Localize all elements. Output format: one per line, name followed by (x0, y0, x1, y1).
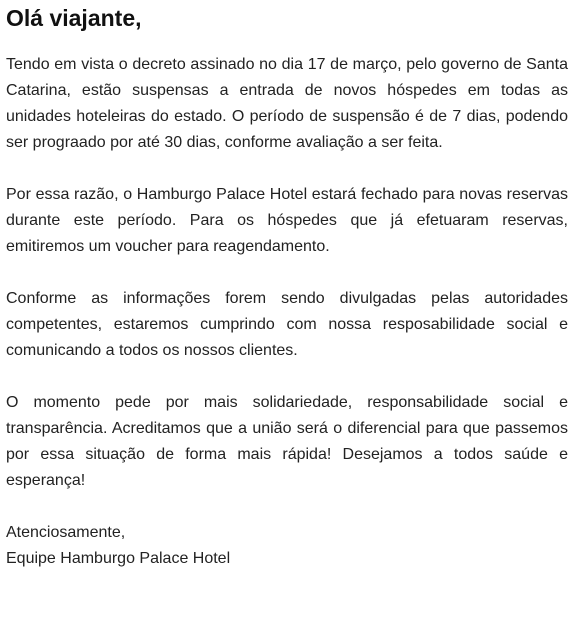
paragraph-solidarity: O momento pede por mais solidariedade, responsabilidade social e transparência. Acreditamos que a união será o diferencial para que passemos por essa situação de forma mais rápida! Desejamos a todos saúde e esperança! (6, 394, 568, 489)
signoff-block (6, 520, 568, 572)
paragraph-responsibility: Conforme as informações forem sendo divulgadas pelas autoridades competentes, estaremos cumprindo com nossa resposabilidade social e comunicando a todos os nossos clientes. (6, 290, 568, 359)
paragraph-decree: Tendo em vista o decreto assinado no dia 17 de março, pelo governo de Santa Catarina, estão suspensas a entrada de novos hóspedes em todas as unidades hoteleiras do estado. O período de suspensão é de 7 dias, podendo ser prograado por até 30 dias, conforme avaliação a ser feita. (6, 56, 568, 151)
closing-text: Atenciosamente, (6, 524, 126, 541)
greeting-heading: Olá viajante, (6, 5, 142, 31)
signature-text: Equipe Hamburgo Palace Hotel (6, 550, 231, 567)
paragraph-closure: Por essa razão, o Hamburgo Palace Hotel estará fechado para novas reservas durante este período. Para os hóspedes que já efetuaram reservas, emitiremos um voucher para reagendamento. (6, 186, 568, 255)
